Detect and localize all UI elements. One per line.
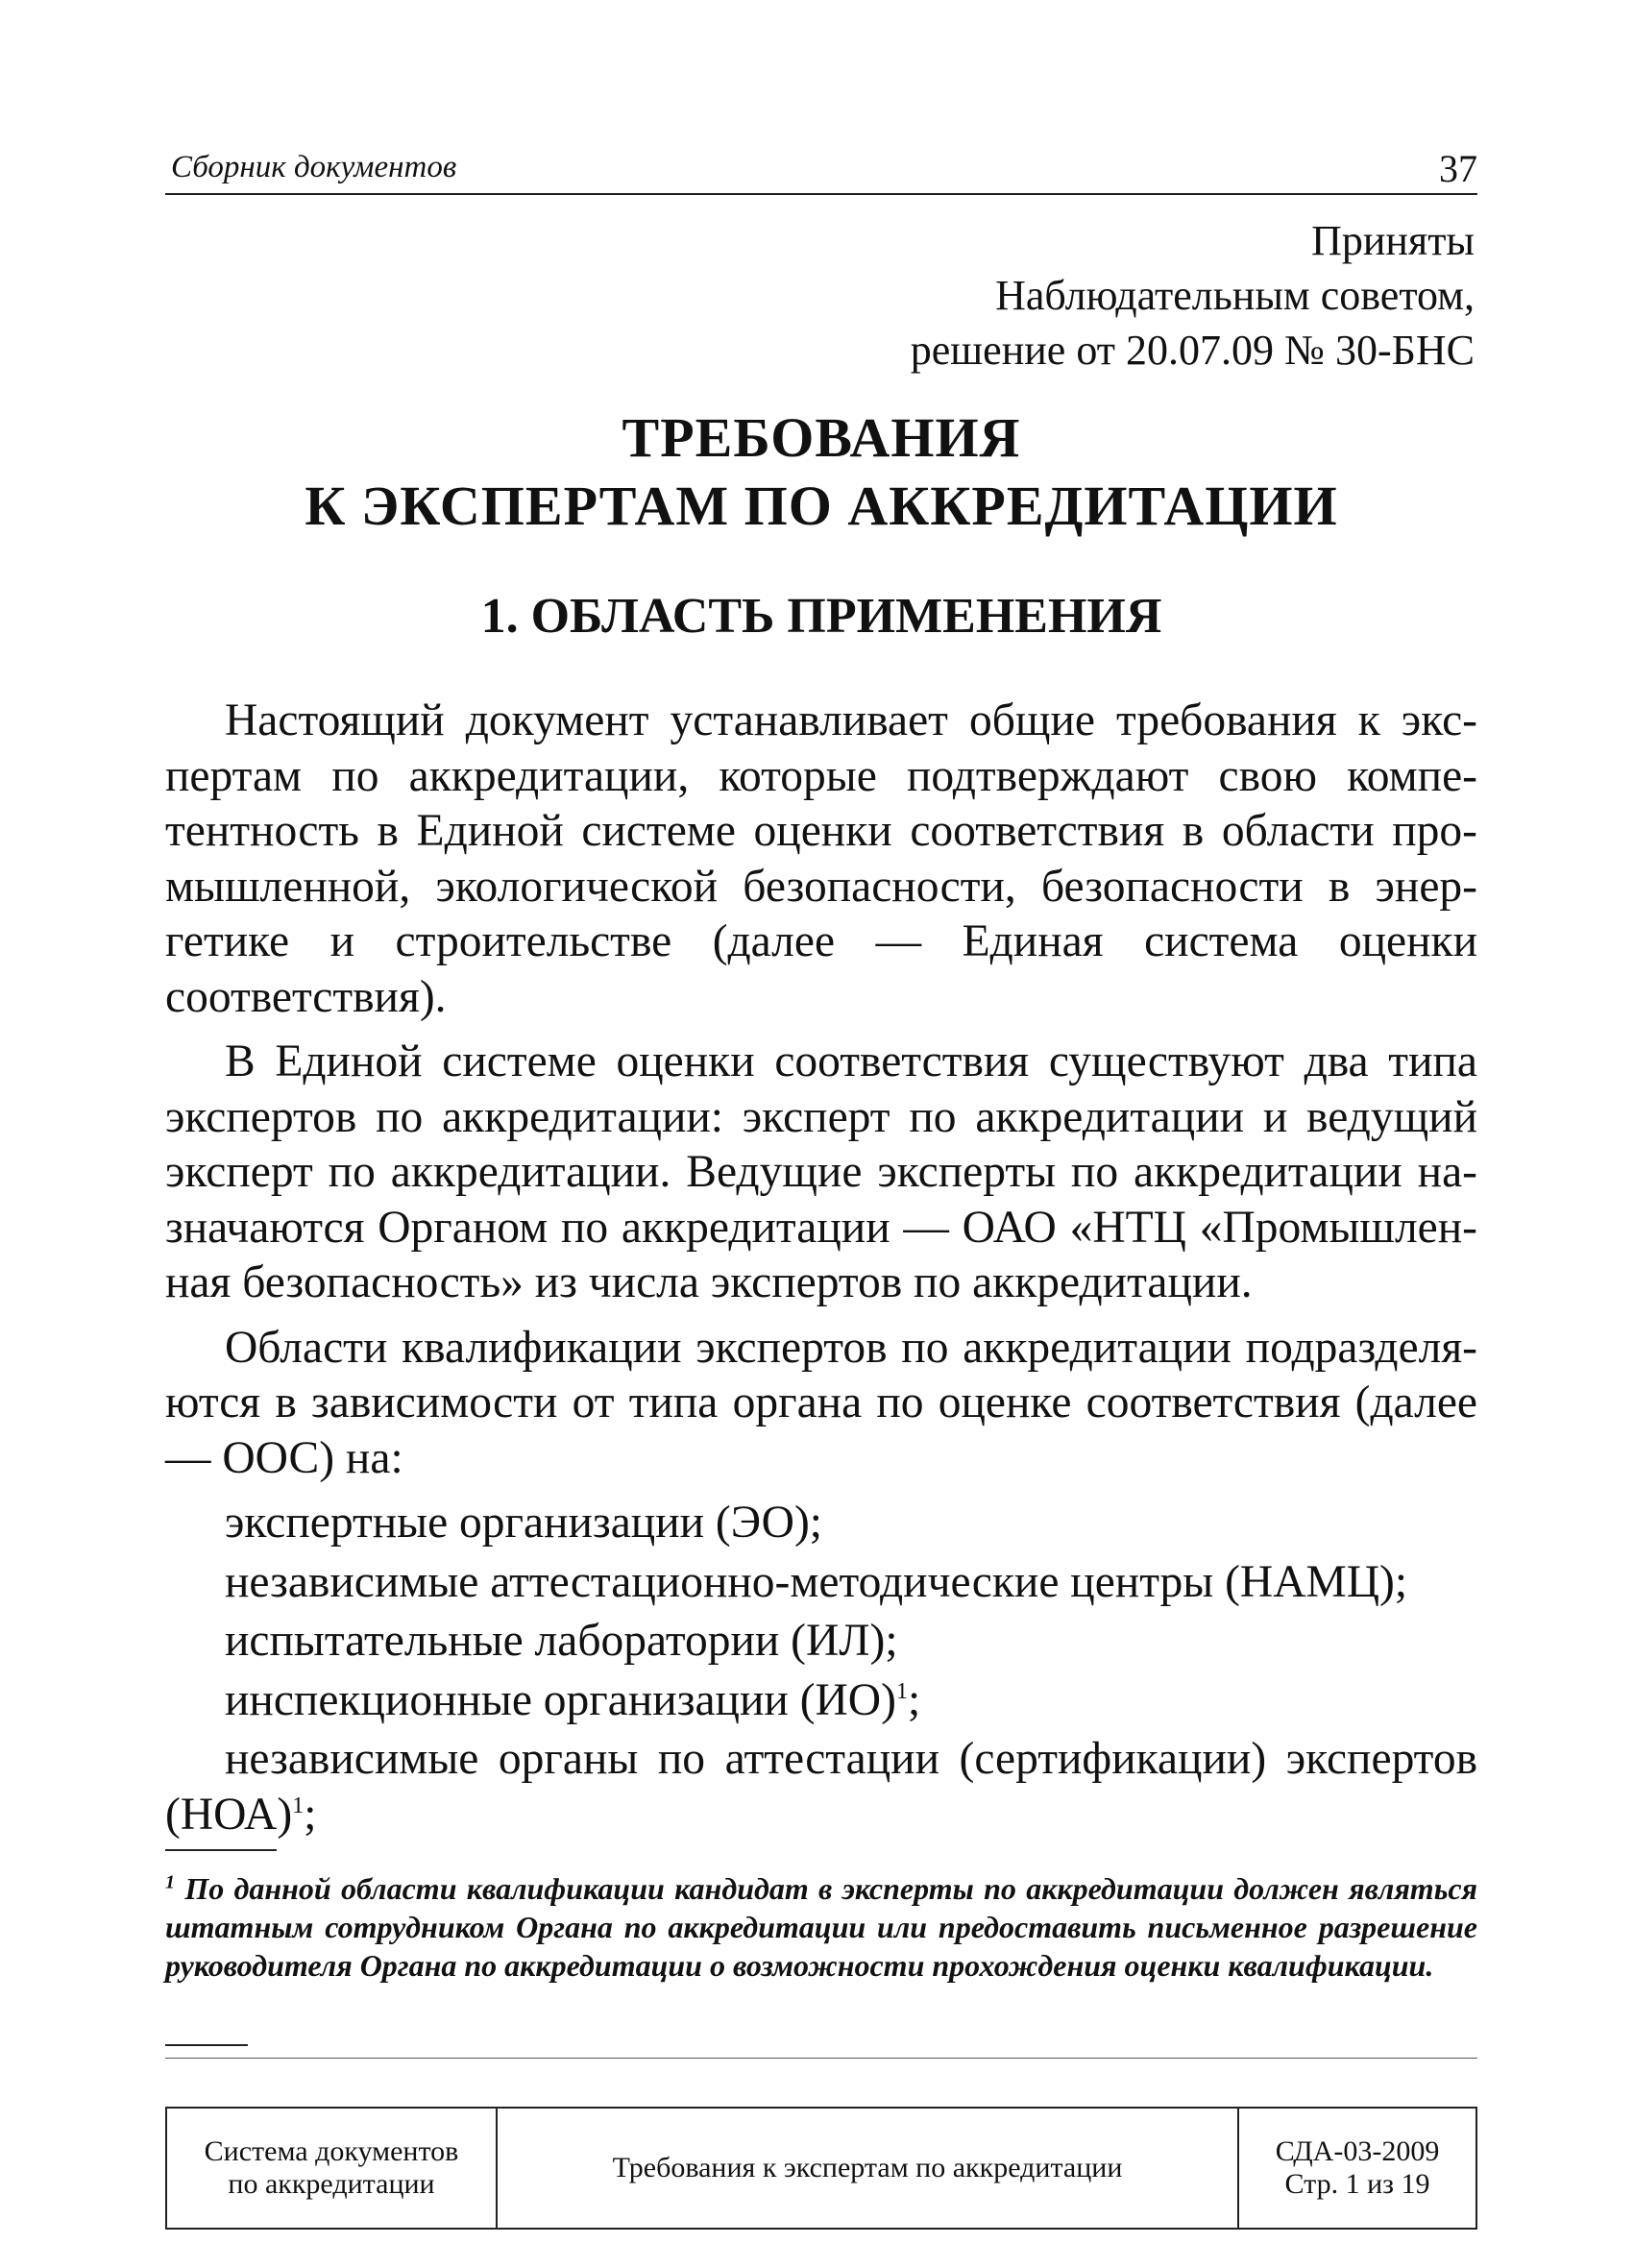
footnote-ref: 1: [292, 1792, 305, 1818]
list-item-text: испытательные лаборатории (ИЛ);: [225, 1616, 898, 1666]
list-item: [165, 1673, 1477, 1729]
list-item-tail: ;: [304, 1789, 317, 1840]
adoption-line-3: решение от 20.07.09 № 30-БНС: [910, 327, 1475, 374]
section-heading: 1. ОБЛАСТЬ ПРИМЕНЕНИЯ: [480, 589, 1162, 644]
list-item-text: независимые органы по аттестации (сертификации) экспертов (НОА): [165, 1734, 1477, 1840]
document-footer-table: [165, 2107, 1477, 2230]
page-number: 37: [1439, 147, 1477, 190]
footer-page-info: Стр. 1 из 19: [1284, 2168, 1430, 2200]
list-item-tail: ;: [907, 1674, 921, 1725]
running-header: [165, 146, 1477, 192]
list-item-text: независимые аттестационно-методические центры (НАМЦ);: [225, 1556, 1408, 1607]
paragraph: Области квалификации экспертов по аккредитации подразделяются в зависимости от типа органа по оценке соответствия (далее — ООС) на:: [165, 1322, 1477, 1483]
oos-type-list: [165, 1496, 1477, 1842]
paragraph: Настоящий документ устанавливает общие требования к экспертам по аккредитации, которые подтверждают свою компетентность в Единой системе оценки соответствия в области промышленной, экологической безопасности, безопасности в энергетике и строительстве (далее — Единая система оценки соответствия).: [165, 695, 1477, 1022]
footer-row: [166, 2108, 1476, 2229]
footer-system-line-2: по аккредитации: [228, 2168, 435, 2200]
footnote-marker: 1: [165, 1871, 175, 1893]
list-item: [165, 1555, 1477, 1611]
footnote-ref: 1: [895, 1678, 908, 1704]
list-item-text: экспертные организации (ЭО);: [225, 1498, 822, 1548]
document-title-line-2: К ЭКСПЕРТАМ ПО АККРЕДИТАЦИИ: [305, 475, 1338, 537]
footer-doc-code: СДА-03-2009: [1275, 2135, 1440, 2167]
footer-title: Требования к экспертам по аккредитации: [612, 2152, 1123, 2183]
adoption-note: [911, 213, 1475, 378]
paragraph: В Единой системе оценки соответствия существуют два типа экспертов по аккредитации: эксперт по аккредитации и ведущий эксперт по аккредитации. Ведущие эксперты по аккредитации назначаются Органом по аккредитации — ОАО «НТЦ «Промышленная безопасность» из числа экспертов по аккредитации.: [165, 1036, 1477, 1307]
footer-system-line-1: Система документов: [204, 2135, 459, 2167]
document-title: [165, 403, 1477, 540]
footnote-rule: [165, 1849, 277, 1851]
list-item-text: инспекционные организации (ИО): [225, 1674, 896, 1725]
section-body: [165, 694, 1477, 1846]
document-title-line-1: ТРЕБОВАНИЯ: [622, 406, 1021, 469]
footnote-text: По данной области квалификации кандидат в эксперты по аккредитации должен являться штатным сотрудником Органа по аккредитации или предоставить письменное разрешение руководителя Органа по аккредитации о возможности прохождения оценки квалификации.: [165, 1871, 1478, 1983]
list-item: [165, 1614, 1477, 1670]
header-rule: [165, 193, 1477, 195]
list-item: [165, 1496, 1477, 1551]
footer-rule-short: [165, 2044, 248, 2046]
adoption-line-1: Приняты: [1311, 217, 1475, 264]
footer-title-cell: [497, 2108, 1238, 2229]
footer-code-cell: [1238, 2108, 1476, 2229]
adoption-line-2: Наблюдательным советом,: [995, 272, 1475, 319]
footer-system-cell: [166, 2108, 497, 2229]
running-header-title: Сборник документов: [171, 150, 457, 184]
footnote: [165, 1869, 1477, 1985]
footer-rule: [165, 2058, 1477, 2059]
list-item: [165, 1732, 1477, 1842]
